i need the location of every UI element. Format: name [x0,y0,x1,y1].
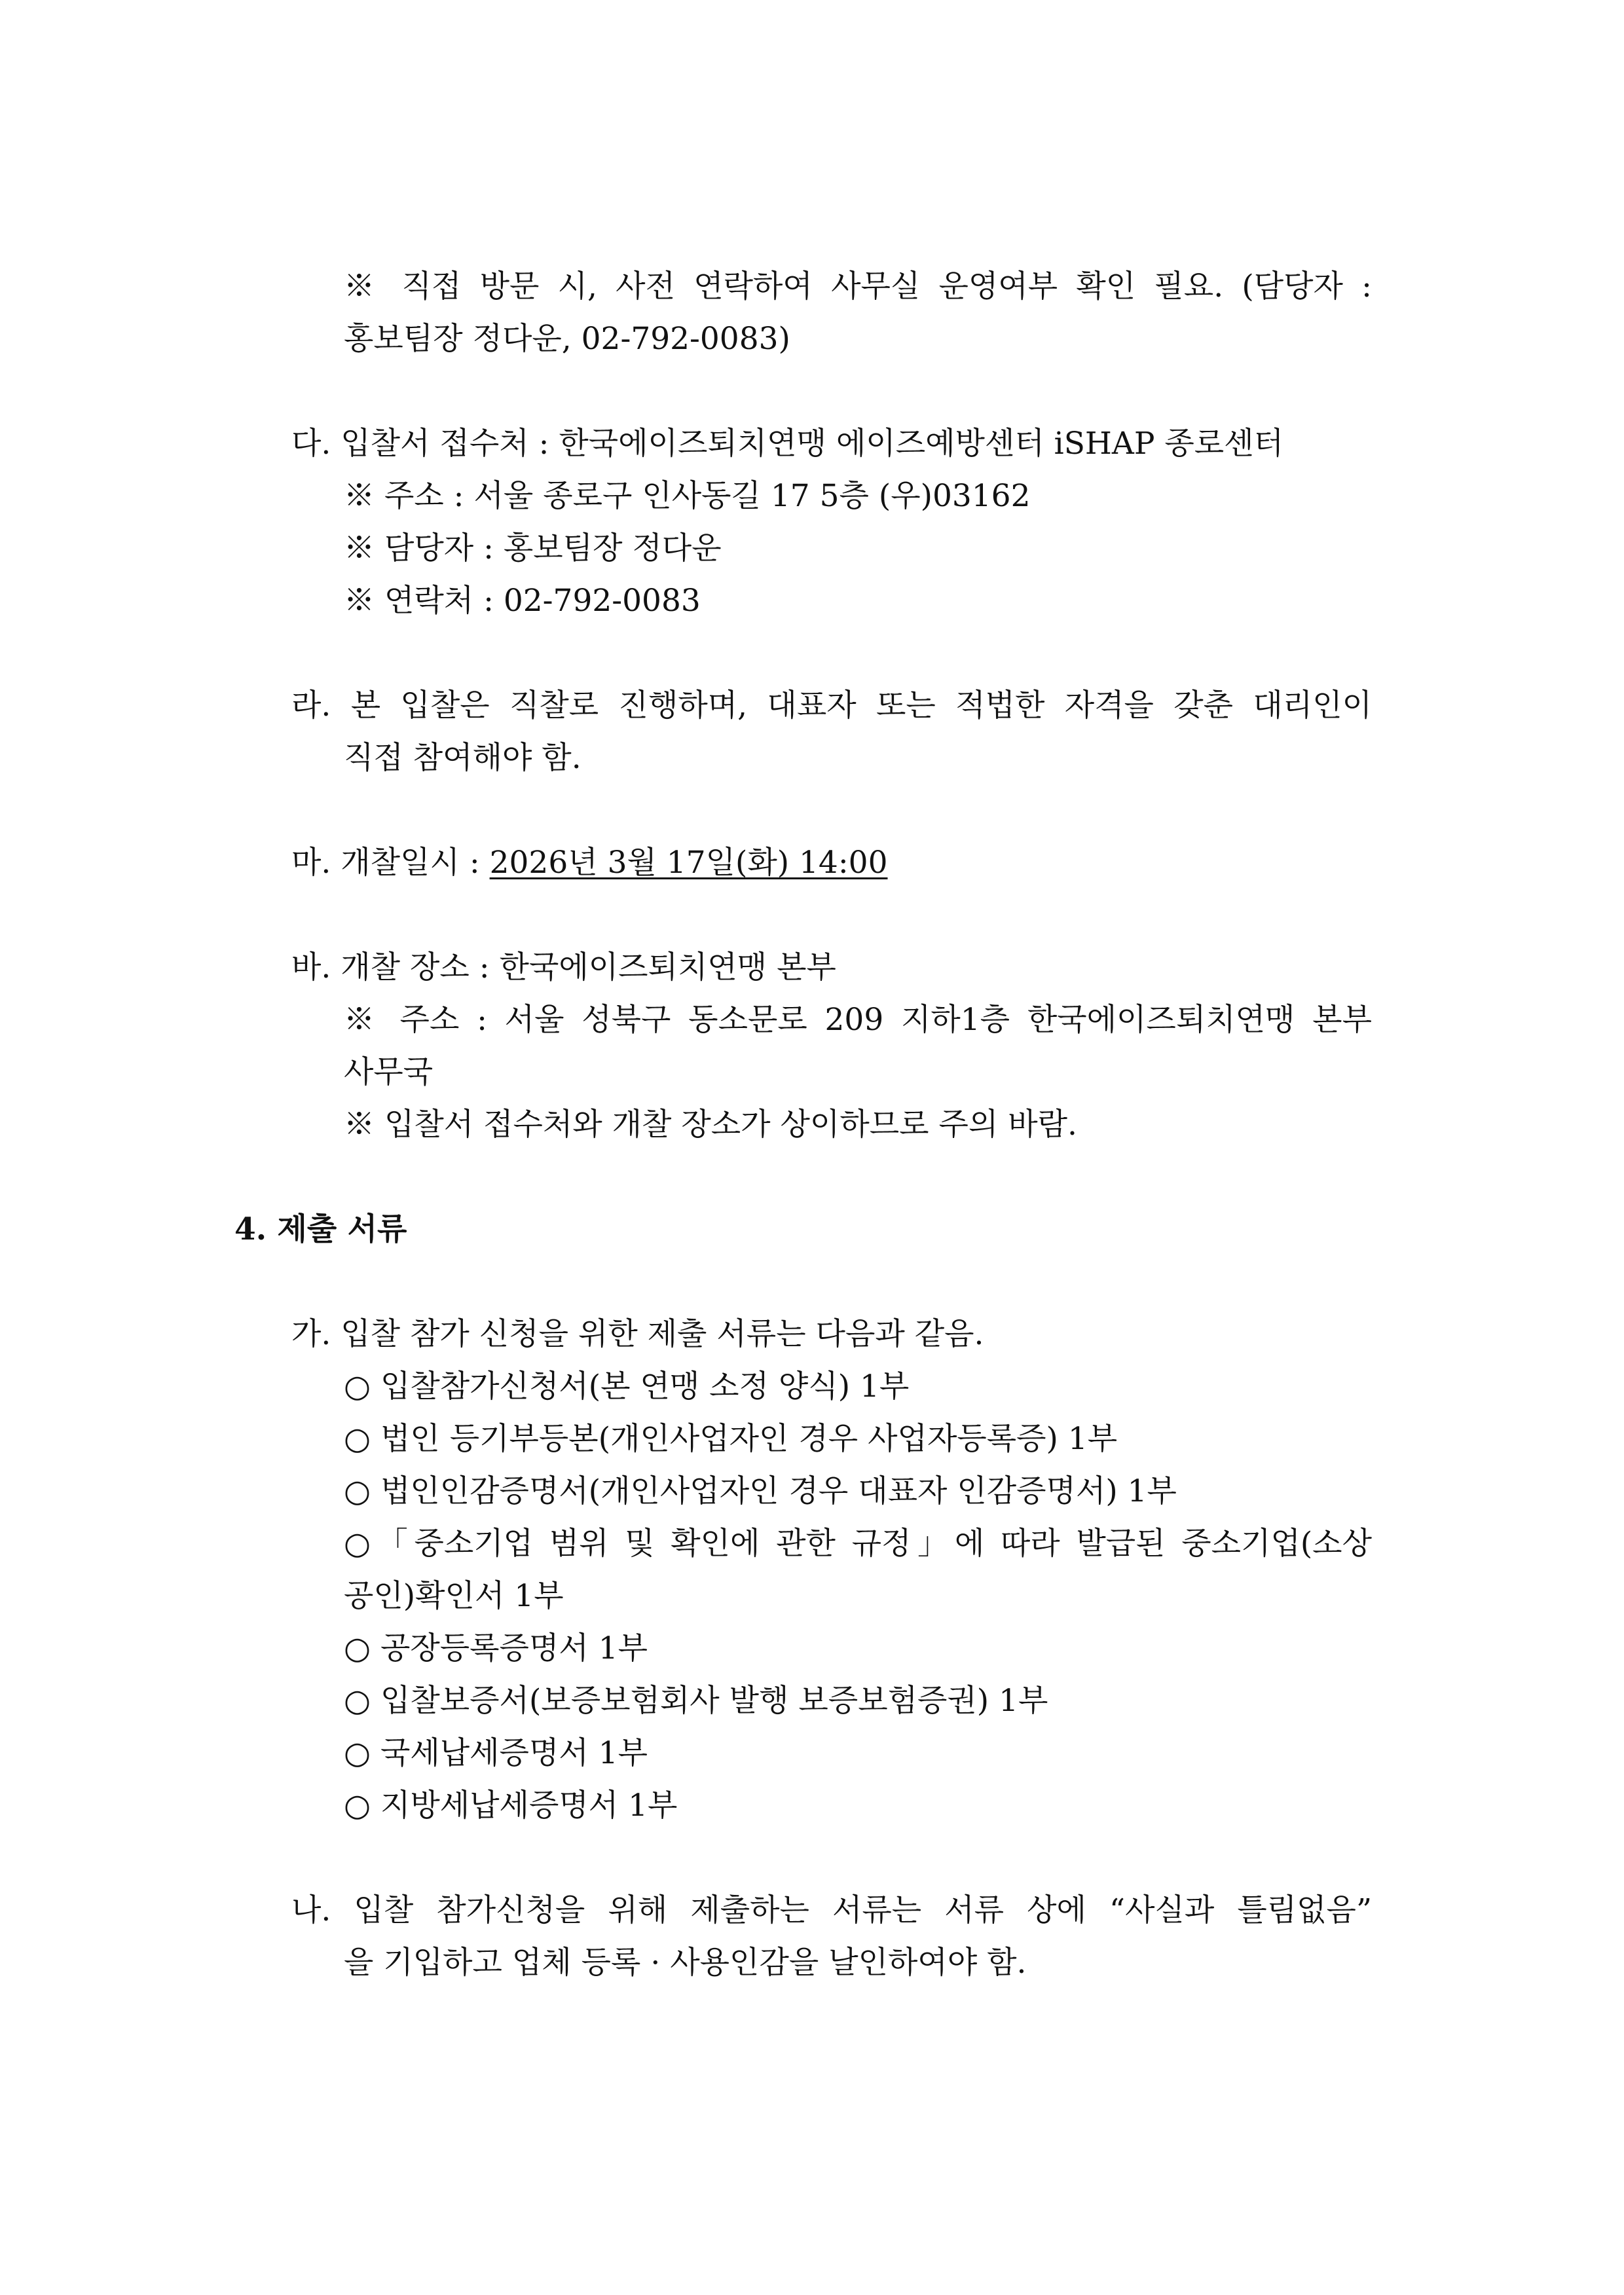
direct-bidding-rule-line-1: 라. 본 입찰은 직찰로 진행하며, 대표자 또는 적법한 자격을 갖춘 대리인이 [291,688,1372,724]
section-heading-submission-documents: 4. 제출 서류 [234,1211,407,1247]
submission-address: ※ 주소 : 서울 종로구 인사동길 17 5층 (우)03162 [344,478,1031,514]
doc-item-bid-bond: ○ 입찰보증서(보증보험회사 발행 보증보험증권) 1부 [344,1683,1048,1719]
doc-item-application-form: ○ 입찰참가신청서(본 연맹 소정 양식) 1부 [344,1368,910,1405]
document-attestation-rule-line-2: 을 기입하고 업체 등록 · 사용인감을 날인하여야 함. [344,1945,1027,1981]
doc-item-national-tax-certificate: ○ 국세납세증명서 1부 [344,1735,648,1771]
bid-opening-label: 마. 개찰일시 : [291,845,490,881]
submission-contact-person: ※ 담당자 : 홍보팀장 정다운 [344,530,722,566]
required-documents-intro: 가. 입찰 참가 신청을 위한 제출 서류는 다음과 같음. [291,1316,984,1352]
place-difference-caution: ※ 입찰서 접수처와 개찰 장소가 상이하므로 주의 바람. [344,1107,1077,1143]
document-attestation-rule-line-1: 나. 입찰 참가신청을 위해 제출하는 서류는 서류 상에 “사실과 틀림없음” [291,1892,1372,1928]
visit-notice-line-2: 홍보팀장 정다운, 02-792-0083) [344,321,790,357]
submission-phone: ※ 연락처 : 02-792-0083 [344,583,701,619]
doc-item-seal-certificate: ○ 법인인감증명서(개인사업자인 경우 대표자 인감증명서) 1부 [344,1473,1177,1509]
bid-opening-date: 2026년 3월 17일(화) 14:00 [489,845,888,881]
bid-opening-datetime [291,843,887,883]
doc-item-sme-certificate-line-2: 공인)확인서 1부 [344,1578,564,1614]
doc-item-factory-registration: ○ 공장등록증명서 1부 [344,1630,648,1666]
bid-opening-place: 바. 개찰 장소 : 한국에이즈퇴치연맹 본부 [291,949,836,985]
bid-submission-place: 다. 입찰서 접수처 : 한국에이즈퇴치연맹 에이즈예방센터 iSHAP 종로센터 [291,426,1283,462]
opening-address-line-2: 사무국 [344,1054,434,1090]
visit-notice-line-1: ※ 직접 방문 시, 사전 연락하여 사무실 운영여부 확인 필요. (담당자 : [344,268,1372,304]
doc-item-sme-certificate-line-1: ○「중소기업 범위 및 확인에 관한 규정」에 따라 발급된 중소기업(소상 [344,1526,1372,1562]
doc-item-corporate-registry: ○ 법인 등기부등본(개인사업자인 경우 사업자등록증) 1부 [344,1421,1118,1457]
direct-bidding-rule-line-2: 직접 참여해야 함. [344,740,581,776]
doc-item-local-tax-certificate: ○ 지방세납세증명서 1부 [344,1788,678,1824]
opening-address-line-1: ※ 주소 : 서울 성북구 동소문로 209 지하1층 한국에이즈퇴치연맹 본부 [344,1002,1372,1038]
